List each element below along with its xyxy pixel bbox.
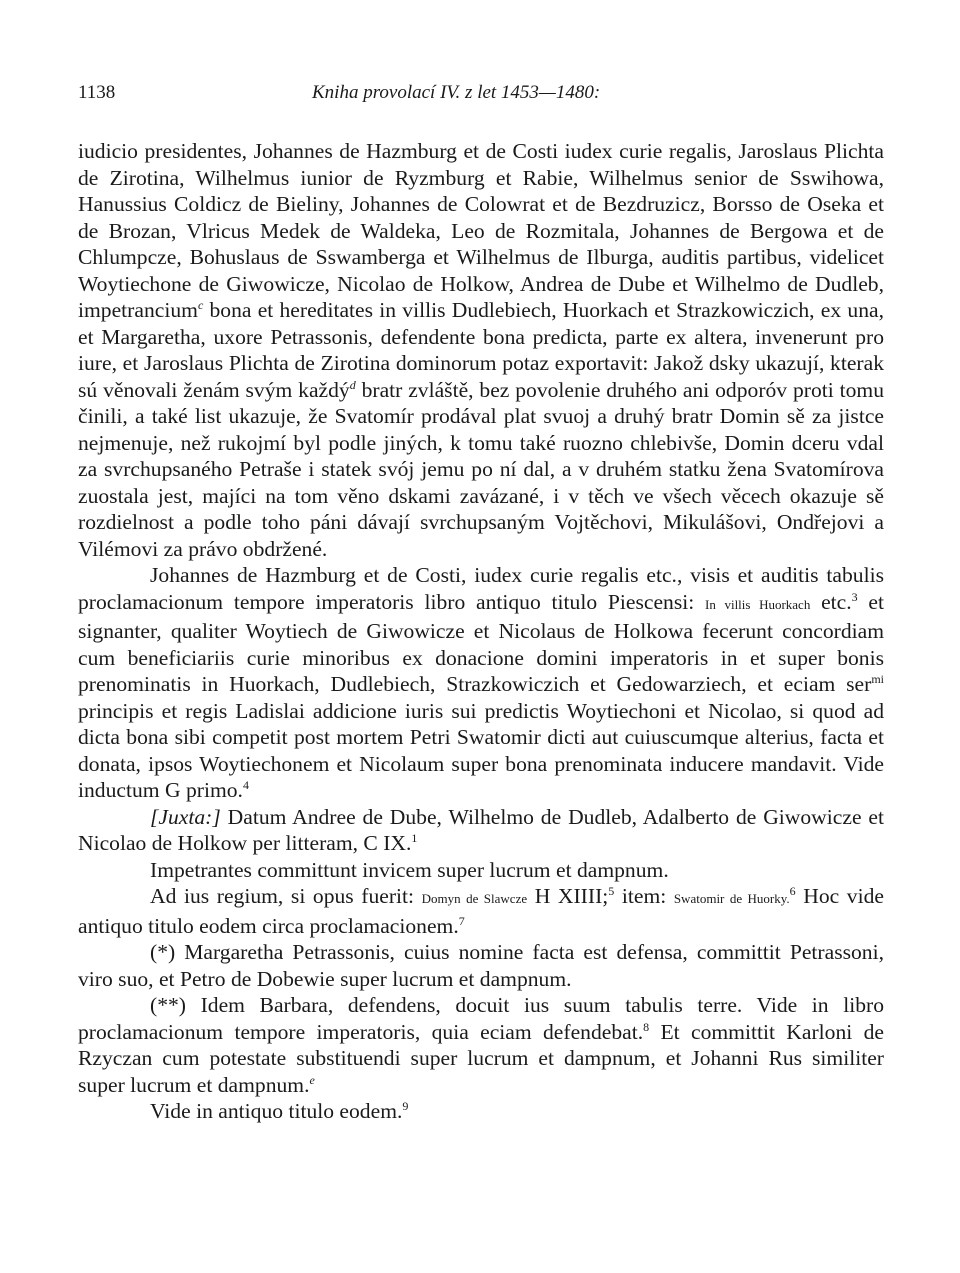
footnote-mark: 3	[851, 589, 858, 604]
text-run: Hoc vide antiquo titulo eodem circa proclamacionem.	[78, 884, 884, 938]
text-run: Impetrantes committunt invicem super lucrum et dampnum.	[150, 857, 669, 882]
juxta-label: [Juxta:]	[150, 804, 221, 829]
running-title: Kniha provolací IV. z let 1453—1480:	[312, 82, 601, 103]
footnote-mark: 6	[789, 884, 796, 898]
text-run: H XIIII;	[527, 884, 609, 908]
text-run: Ad ius regium, si opus fuerit:	[150, 884, 422, 908]
paragraph-datum	[78, 804, 884, 857]
paragraph-impetrantes	[78, 857, 884, 884]
footnote-mark: 4	[242, 778, 249, 792]
text-run: (*) Margaretha Petrassonis, cuius nomine facta est defensa, committit Petrassoni, viro suo, et Petro de Dobewie super lucrum et dampnum.	[78, 940, 884, 991]
paragraph-barbara	[78, 992, 884, 1098]
paragraph-ius-regium	[78, 883, 884, 939]
paragraph-judgment	[78, 138, 884, 562]
quoted-small-text: In villis Huorkach	[705, 596, 811, 612]
footnote-mark: e	[309, 1072, 315, 1087]
quoted-small-text: Swatomir de Huorky.	[673, 891, 790, 906]
body-text	[78, 138, 884, 1125]
text-run: Datum Andree de Dube, Wilhelmo de Dudleb, Adalberto de Giwowicze et Nicolao de Holkow per litteram, C IX.	[78, 804, 884, 855]
footnote-mark: 7	[458, 913, 465, 928]
footnote-mark: d	[349, 377, 356, 392]
text-run: et signanter, qualiter Woytiech de Giwowicze et Nicolaus de Holkowa fecerunt concordiam cum beneficiariis curie minoribus ex donacione domini imperatoris in et super bonis prenominatis in Huorkach, Dudlebiech, Strazkowiczich et Gedowarziech, et eciam ser	[78, 589, 884, 696]
text-run: Johannes de Hazmburg et de Costi, iudex curie regalis etc., visis et auditis tabulis proclamacionum tempore imperatoris libro antiquo titulo Piescensi:	[78, 563, 884, 614]
text-run: Et committit Karloni de Rzyczan cum potestate substituendi super lucrum et dampnum, et Johanni Rus similiter super lucrum et dampnum.	[78, 1019, 884, 1097]
text-run: bona et hereditates in villis Dudlebiech, Huorkach et Strazkowiczich, ex una, et Margaretha, uxore Petrassonis, defendente bona predicta, parte ex altera, invenerunt pro iure, et Jaroslaus Plichta de Zirotina dominorum potaz exportavit: Jakož dsky ukazují, kterak sú věnovali ženám svým každý	[78, 298, 884, 402]
paragraph-margaretha	[78, 939, 884, 992]
paragraph-mandate	[78, 562, 884, 804]
running-head	[78, 82, 884, 116]
document-page	[78, 82, 884, 1125]
text-run: (**) Idem Barbara, defendens, docuit ius suum tabulis terre. Vide in libro proclamacionum tempore imperatoris, quia eciam defendebat.	[78, 993, 884, 1044]
text-run: principis et regis Ladislai addicione iuris sui predictis Woytiechoni et Nicolao, si quod ad dicta bona sibi competit post mortem Petri Swatomir dicti aut cuiuscumque alterius, facta et donata, ipsos Woytiechonem et Nicolaum super bona prenominata inducere mandavit. Vide inductum G primo.	[78, 698, 884, 802]
footnote-mark: c	[197, 298, 204, 312]
footnote-mark: 9	[402, 1099, 409, 1113]
text-run: item:	[614, 884, 674, 908]
page-number: 1138	[78, 82, 116, 103]
paragraph-vide	[78, 1098, 884, 1125]
text-run: iudicio presidentes, Johannes de Hazmburg et de Costi iudex curie regalis, Jaroslaus Plichta de Zirotina, Wilhelmus iunior de Ryzmburg et Rabie, Wilhelmus senior de Sswihowa, Hanussius Coldicz de Bieliny, Johannes de Colowrat et de Bezdruzicz, Borsso de Oseka et de Brozan, Vlricus Medek de Waldeka, Leo de Rozmitala, Johannes de Bergowa et de Chlumpcze, Bohuslaus de Sswamberga et Wilhelmus de Ilburga, auditis partibus, videlicet Woytiechone de Giwowicze, Nicolao de Holkow, Andrea de Dube et Wilhelmo de Dudleb, impetrancium	[78, 139, 884, 322]
text-run: bratr zvláště, bez povolenie druhého ani odporóv proti tomu činili, a také list ukazuje, že Svatomír prodával plat svuoj a druhý bratr Domin sě za jistce nejmenuje, než rukojmí byl podle jiných, k tomu také ruozno chlebivše, Domin dceru vdal za svrchupsaného Petraše i statek svój jemu po ní dal, a v druhém statku žena Svatomírova zuostala jest, majíci na tom věno dskami zavázané, i v těch ve všech věcech okazuje sě rozdielnost a podle toho páni dávají svrchupsaným Vojtěchovi, Mikulášovi, Ondřejovi a Vilémovi za právo obdržené.	[78, 377, 884, 561]
text-run: Vide in antiquo titulo eodem.	[150, 1099, 403, 1123]
footnote-mark: 8	[643, 1019, 650, 1034]
footnote-mark: 1	[411, 831, 418, 845]
footnote-mark: 5	[608, 884, 615, 898]
text-run: etc.	[810, 589, 852, 614]
quoted-small-text: Domyn de Slawcze	[421, 891, 528, 906]
abbreviation-mark: mi	[871, 672, 884, 686]
